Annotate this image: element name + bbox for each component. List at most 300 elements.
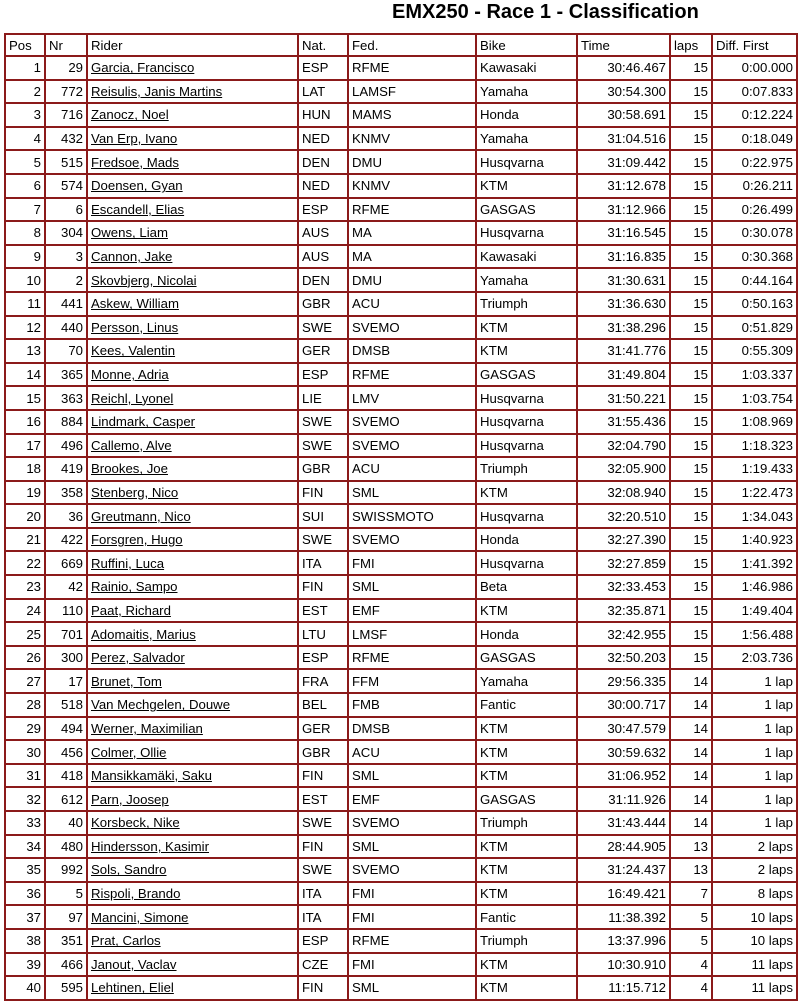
pos-cell: 6	[4, 175, 46, 199]
time-cell: 28:44.905	[578, 836, 671, 860]
rider-link[interactable]: Korsbeck, Nike	[91, 815, 180, 831]
number-cell: 42	[46, 576, 88, 600]
federation-cell: SVEMO	[349, 859, 477, 883]
rider-link[interactable]: Kees, Valentin	[91, 343, 176, 359]
rider-cell	[88, 930, 299, 954]
diff-cell: 1 lap	[713, 741, 798, 765]
table-row	[4, 906, 798, 930]
nationality-cell: LIE	[299, 387, 349, 411]
federation-cell: SML	[349, 482, 477, 506]
pos-cell: 7	[4, 199, 46, 223]
federation-cell: SML	[349, 977, 477, 1001]
nationality-cell: ITA	[299, 552, 349, 576]
col-header-nat: Nat.	[299, 33, 349, 57]
pos-cell: 27	[4, 670, 46, 694]
federation-cell: LMSF	[349, 623, 477, 647]
rider-link[interactable]: Van Mechgelen, Douwe	[91, 697, 231, 713]
number-cell: 304	[46, 222, 88, 246]
laps-cell: 15	[671, 435, 713, 459]
col-header-bike: Bike	[477, 33, 578, 57]
nationality-cell: GER	[299, 718, 349, 742]
nationality-cell: SWE	[299, 435, 349, 459]
rider-cell	[88, 387, 299, 411]
time-cell: 31:16.545	[578, 222, 671, 246]
nationality-cell: ITA	[299, 906, 349, 930]
pos-cell: 37	[4, 906, 46, 930]
pos-cell: 31	[4, 765, 46, 789]
rider-link[interactable]: Paat, Richard	[91, 602, 171, 618]
diff-cell: 1:03.754	[713, 387, 798, 411]
number-cell: 612	[46, 788, 88, 812]
rider-cell	[88, 482, 299, 506]
nationality-cell: FIN	[299, 836, 349, 860]
table-row	[4, 340, 798, 364]
federation-cell: ACU	[349, 741, 477, 765]
rider-cell	[88, 505, 299, 529]
bike-cell: Triumph	[477, 458, 578, 482]
nationality-cell: AUS	[299, 246, 349, 270]
time-cell: 32:33.453	[578, 576, 671, 600]
laps-cell: 15	[671, 128, 713, 152]
rider-link[interactable]: Persson, Linus	[91, 319, 179, 335]
time-cell: 32:27.859	[578, 552, 671, 576]
rider-link[interactable]: Sols, Sandro	[91, 862, 167, 878]
nationality-cell: EST	[299, 788, 349, 812]
rider-link[interactable]: Reichl, Lyonel	[91, 390, 174, 406]
rider-link[interactable]: Monne, Adria	[91, 367, 169, 383]
rider-link[interactable]: Fredsoe, Mads	[91, 154, 179, 170]
number-cell: 418	[46, 765, 88, 789]
table-row	[4, 859, 798, 883]
federation-cell: MA	[349, 246, 477, 270]
rider-cell	[88, 812, 299, 836]
diff-cell: 0:51.829	[713, 317, 798, 341]
table-row	[4, 552, 798, 576]
rider-cell	[88, 552, 299, 576]
time-cell: 31:12.966	[578, 199, 671, 223]
time-cell: 31:11.926	[578, 788, 671, 812]
number-cell: 363	[46, 387, 88, 411]
bike-cell: Triumph	[477, 293, 578, 317]
diff-cell: 1:46.986	[713, 576, 798, 600]
number-cell: 70	[46, 340, 88, 364]
nationality-cell: LTU	[299, 623, 349, 647]
time-cell: 32:08.940	[578, 482, 671, 506]
number-cell: 466	[46, 954, 88, 978]
rider-link[interactable]: Brunet, Tom	[91, 673, 162, 689]
rider-link[interactable]: Reisulis, Janis Martins	[91, 83, 223, 99]
federation-cell: LAMSF	[349, 81, 477, 105]
rider-cell	[88, 458, 299, 482]
bike-cell: KTM	[477, 340, 578, 364]
federation-cell: FFM	[349, 670, 477, 694]
number-cell: 6	[46, 199, 88, 223]
diff-cell: 0:22.975	[713, 151, 798, 175]
table-row	[4, 269, 798, 293]
diff-cell: 8 laps	[713, 883, 798, 907]
diff-cell: 0:07.833	[713, 81, 798, 105]
table-row	[4, 128, 798, 152]
time-cell: 11:38.392	[578, 906, 671, 930]
rider-cell	[88, 175, 299, 199]
rider-link[interactable]: Adomaitis, Marius	[91, 626, 196, 642]
pos-cell: 30	[4, 741, 46, 765]
laps-cell: 15	[671, 104, 713, 128]
col-header-time: Time	[578, 33, 671, 57]
nationality-cell: DEN	[299, 151, 349, 175]
federation-cell: ACU	[349, 458, 477, 482]
rider-link[interactable]: Hindersson, Kasimir	[91, 838, 209, 854]
bike-cell: KTM	[477, 859, 578, 883]
col-header-diff: Diff. First	[713, 33, 798, 57]
laps-cell: 15	[671, 458, 713, 482]
time-cell: 32:50.203	[578, 647, 671, 671]
federation-cell: FMI	[349, 906, 477, 930]
diff-cell: 11 laps	[713, 977, 798, 1001]
time-cell: 30:58.691	[578, 104, 671, 128]
diff-cell: 11 laps	[713, 954, 798, 978]
laps-cell: 13	[671, 836, 713, 860]
number-cell: 440	[46, 317, 88, 341]
bike-cell: GASGAS	[477, 364, 578, 388]
pos-cell: 21	[4, 529, 46, 553]
time-cell: 31:06.952	[578, 765, 671, 789]
laps-cell: 15	[671, 505, 713, 529]
federation-cell: FMI	[349, 552, 477, 576]
pos-cell: 18	[4, 458, 46, 482]
pos-cell: 17	[4, 435, 46, 459]
rider-link[interactable]: Askew, William	[91, 296, 179, 312]
table-row	[4, 435, 798, 459]
number-cell: 992	[46, 859, 88, 883]
federation-cell: RFME	[349, 930, 477, 954]
time-cell: 31:30.631	[578, 269, 671, 293]
rider-link[interactable]: Lehtinen, Eliel	[91, 980, 174, 996]
nationality-cell: HUN	[299, 104, 349, 128]
rider-link[interactable]: Zanocz, Noel	[91, 107, 169, 123]
nationality-cell: SWE	[299, 411, 349, 435]
time-cell: 32:35.871	[578, 600, 671, 624]
table-row	[4, 788, 798, 812]
col-header-fed: Fed.	[349, 33, 477, 57]
time-cell: 31:55.436	[578, 411, 671, 435]
pos-cell: 40	[4, 977, 46, 1001]
table-row	[4, 175, 798, 199]
bike-cell: Kawasaki	[477, 57, 578, 81]
nationality-cell: NED	[299, 128, 349, 152]
laps-cell: 15	[671, 529, 713, 553]
federation-cell: FMI	[349, 883, 477, 907]
rider-link[interactable]: Prat, Carlos	[91, 933, 161, 949]
time-cell: 32:42.955	[578, 623, 671, 647]
rider-cell	[88, 364, 299, 388]
federation-cell: MAMS	[349, 104, 477, 128]
rider-cell	[88, 269, 299, 293]
federation-cell: SVEMO	[349, 812, 477, 836]
number-cell: 17	[46, 670, 88, 694]
federation-cell: DMSB	[349, 718, 477, 742]
bike-cell: KTM	[477, 883, 578, 907]
laps-cell: 15	[671, 647, 713, 671]
laps-cell: 15	[671, 340, 713, 364]
diff-cell: 1 lap	[713, 788, 798, 812]
laps-cell: 15	[671, 81, 713, 105]
rider-link[interactable]: Colmer, Ollie	[91, 744, 167, 760]
bike-cell: Kawasaki	[477, 246, 578, 270]
number-cell: 574	[46, 175, 88, 199]
diff-cell: 1:08.969	[713, 411, 798, 435]
nationality-cell: ESP	[299, 930, 349, 954]
pos-cell: 28	[4, 694, 46, 718]
classification-table	[4, 33, 798, 1001]
time-cell: 16:49.421	[578, 883, 671, 907]
laps-cell: 15	[671, 600, 713, 624]
rider-link[interactable]: Mansikkamäki, Saku	[91, 768, 212, 784]
laps-cell: 14	[671, 670, 713, 694]
federation-cell: RFME	[349, 364, 477, 388]
number-cell: 701	[46, 623, 88, 647]
laps-cell: 15	[671, 576, 713, 600]
pos-cell: 9	[4, 246, 46, 270]
laps-cell: 15	[671, 552, 713, 576]
diff-cell: 0:44.164	[713, 269, 798, 293]
federation-cell: SML	[349, 836, 477, 860]
col-header-pos: Pos	[4, 33, 46, 57]
time-cell: 30:59.632	[578, 741, 671, 765]
time-cell: 13:37.996	[578, 930, 671, 954]
bike-cell: KTM	[477, 765, 578, 789]
diff-cell: 1:40.923	[713, 529, 798, 553]
rider-link[interactable]: Janout, Vaclav	[91, 956, 177, 972]
rider-link[interactable]: Escandell, Elias	[91, 201, 185, 217]
number-cell: 515	[46, 151, 88, 175]
rider-link[interactable]: Rispoli, Brando	[91, 886, 181, 902]
number-cell: 669	[46, 552, 88, 576]
rider-link[interactable]: Rainio, Sampo	[91, 579, 178, 595]
col-header-rider: Rider	[88, 33, 299, 57]
pos-cell: 24	[4, 600, 46, 624]
time-cell: 29:56.335	[578, 670, 671, 694]
rider-cell	[88, 576, 299, 600]
table-row	[4, 57, 798, 81]
rider-link[interactable]: Stenberg, Nico	[91, 484, 179, 500]
federation-cell: SVEMO	[349, 317, 477, 341]
federation-cell: RFME	[349, 57, 477, 81]
rider-cell	[88, 765, 299, 789]
bike-cell: KTM	[477, 977, 578, 1001]
federation-cell: SML	[349, 576, 477, 600]
number-cell: 365	[46, 364, 88, 388]
nationality-cell: ESP	[299, 364, 349, 388]
laps-cell: 14	[671, 788, 713, 812]
pos-cell: 13	[4, 340, 46, 364]
nationality-cell: GBR	[299, 458, 349, 482]
pos-cell: 11	[4, 293, 46, 317]
bike-cell: Husqvarna	[477, 505, 578, 529]
rider-link[interactable]: Perez, Salvador	[91, 650, 185, 666]
time-cell: 32:27.390	[578, 529, 671, 553]
diff-cell: 1 lap	[713, 670, 798, 694]
laps-cell: 14	[671, 718, 713, 742]
pos-cell: 22	[4, 552, 46, 576]
bike-cell: KTM	[477, 175, 578, 199]
time-cell: 31:12.678	[578, 175, 671, 199]
number-cell: 36	[46, 505, 88, 529]
bike-cell: GASGAS	[477, 788, 578, 812]
time-cell: 32:04.790	[578, 435, 671, 459]
laps-cell: 15	[671, 317, 713, 341]
nationality-cell: AUS	[299, 222, 349, 246]
pos-cell: 20	[4, 505, 46, 529]
laps-cell: 15	[671, 364, 713, 388]
time-cell: 31:09.442	[578, 151, 671, 175]
pos-cell: 3	[4, 104, 46, 128]
diff-cell: 1 lap	[713, 718, 798, 742]
rider-link[interactable]: Callemo, Alve	[91, 437, 172, 453]
nationality-cell: SWE	[299, 529, 349, 553]
federation-cell: SVEMO	[349, 411, 477, 435]
pos-cell: 33	[4, 812, 46, 836]
rider-link[interactable]: Mancini, Simone	[91, 909, 189, 925]
rider-cell	[88, 104, 299, 128]
pos-cell: 19	[4, 482, 46, 506]
time-cell: 31:43.444	[578, 812, 671, 836]
rider-cell	[88, 647, 299, 671]
number-cell: 3	[46, 246, 88, 270]
bike-cell: Yamaha	[477, 81, 578, 105]
bike-cell: GASGAS	[477, 199, 578, 223]
pos-cell: 34	[4, 836, 46, 860]
rider-link[interactable]: Lindmark, Casper	[91, 414, 196, 430]
bike-cell: Husqvarna	[477, 387, 578, 411]
diff-cell: 1 lap	[713, 694, 798, 718]
number-cell: 772	[46, 81, 88, 105]
diff-cell: 0:50.163	[713, 293, 798, 317]
diff-cell: 1:34.043	[713, 505, 798, 529]
nationality-cell: SWE	[299, 317, 349, 341]
number-cell: 884	[46, 411, 88, 435]
nationality-cell: FIN	[299, 977, 349, 1001]
table-row	[4, 812, 798, 836]
rider-link[interactable]: Owens, Liam	[91, 225, 168, 241]
rider-cell	[88, 246, 299, 270]
nationality-cell: ESP	[299, 57, 349, 81]
federation-cell: DMU	[349, 269, 477, 293]
diff-cell: 0:55.309	[713, 340, 798, 364]
rider-cell	[88, 670, 299, 694]
laps-cell: 5	[671, 930, 713, 954]
pos-cell: 25	[4, 623, 46, 647]
federation-cell: MA	[349, 222, 477, 246]
rider-link[interactable]: Garcia, Francisco	[91, 60, 195, 76]
rider-link[interactable]: Brookes, Joe	[91, 461, 168, 477]
laps-cell: 15	[671, 222, 713, 246]
diff-cell: 0:26.499	[713, 199, 798, 223]
table-row	[4, 529, 798, 553]
laps-cell: 15	[671, 175, 713, 199]
number-cell: 40	[46, 812, 88, 836]
bike-cell: Husqvarna	[477, 552, 578, 576]
table-row	[4, 199, 798, 223]
rider-link[interactable]: Cannon, Jake	[91, 249, 173, 265]
time-cell: 30:00.717	[578, 694, 671, 718]
rider-link[interactable]: Greutmann, Nico	[91, 508, 191, 524]
diff-cell: 1:18.323	[713, 435, 798, 459]
rider-cell	[88, 81, 299, 105]
time-cell: 31:41.776	[578, 340, 671, 364]
number-cell: 110	[46, 600, 88, 624]
diff-cell: 0:30.078	[713, 222, 798, 246]
time-cell: 31:38.296	[578, 317, 671, 341]
nationality-cell: GER	[299, 340, 349, 364]
rider-link[interactable]: Skovbjerg, Nicolai	[91, 272, 197, 288]
rider-link[interactable]: Van Erp, Ivano	[91, 131, 178, 147]
rider-cell	[88, 906, 299, 930]
bike-cell: KTM	[477, 741, 578, 765]
table-row	[4, 718, 798, 742]
rider-cell	[88, 222, 299, 246]
time-cell: 31:49.804	[578, 364, 671, 388]
rider-cell	[88, 317, 299, 341]
federation-cell: SVEMO	[349, 435, 477, 459]
rider-cell	[88, 529, 299, 553]
time-cell: 31:04.516	[578, 128, 671, 152]
table-row	[4, 741, 798, 765]
federation-cell: DMSB	[349, 340, 477, 364]
diff-cell: 0:00.000	[713, 57, 798, 81]
bike-cell: Fantic	[477, 906, 578, 930]
rider-link[interactable]: Forsgren, Hugo	[91, 532, 183, 548]
laps-cell: 15	[671, 57, 713, 81]
number-cell: 595	[46, 977, 88, 1001]
rider-link[interactable]: Werner, Maximilian	[91, 720, 203, 736]
bike-cell: Husqvarna	[477, 411, 578, 435]
nationality-cell: BEL	[299, 694, 349, 718]
rider-cell	[88, 883, 299, 907]
nationality-cell: LAT	[299, 81, 349, 105]
table-row	[4, 647, 798, 671]
time-cell: 32:20.510	[578, 505, 671, 529]
diff-cell: 1:19.433	[713, 458, 798, 482]
nationality-cell: ITA	[299, 883, 349, 907]
laps-cell: 14	[671, 765, 713, 789]
table-row	[4, 411, 798, 435]
laps-cell: 14	[671, 812, 713, 836]
rider-link[interactable]: Ruffini, Luca	[91, 555, 165, 571]
laps-cell: 5	[671, 906, 713, 930]
pos-cell: 14	[4, 364, 46, 388]
table-row	[4, 81, 798, 105]
table-row	[4, 104, 798, 128]
rider-link[interactable]: Parn, Joosep	[91, 791, 169, 807]
time-cell: 31:16.835	[578, 246, 671, 270]
rider-link[interactable]: Doensen, Gyan	[91, 178, 183, 194]
laps-cell: 4	[671, 977, 713, 1001]
bike-cell: GASGAS	[477, 647, 578, 671]
bike-cell: Husqvarna	[477, 151, 578, 175]
col-header-nr: Nr	[46, 33, 88, 57]
nationality-cell: DEN	[299, 269, 349, 293]
table-row	[4, 670, 798, 694]
header-row	[4, 33, 798, 57]
pos-cell: 26	[4, 647, 46, 671]
pos-cell: 16	[4, 411, 46, 435]
bike-cell: Honda	[477, 529, 578, 553]
pos-cell: 12	[4, 317, 46, 341]
pos-cell: 39	[4, 954, 46, 978]
federation-cell: RFME	[349, 647, 477, 671]
laps-cell: 15	[671, 199, 713, 223]
